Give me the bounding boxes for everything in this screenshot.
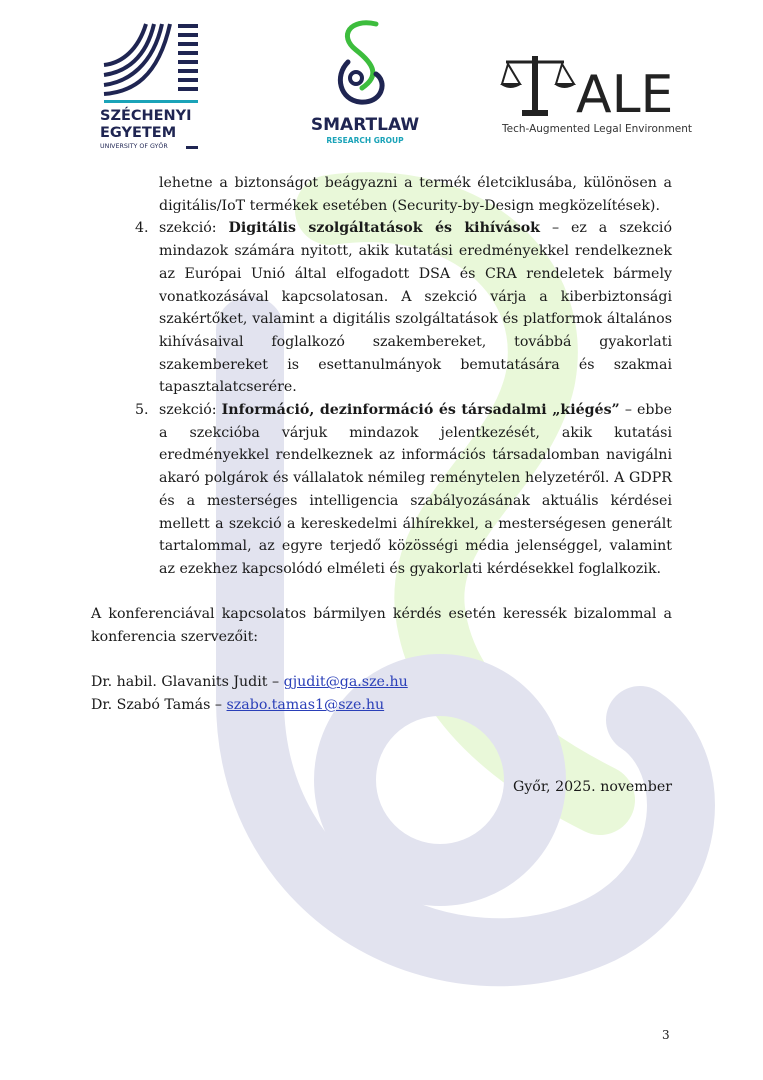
szechenyi-university-logo [98,20,208,152]
list-item-section-5 [91,399,672,581]
contact-name: Dr. habil. Glavanits Judit – [91,674,284,691]
contact-line-1 [91,671,672,694]
svg-text:UNIVERSITY OF GYŐR: UNIVERSITY OF GYŐR [100,143,168,150]
svg-text:EGYETEM: EGYETEM [100,125,177,141]
list-number: 5. [135,402,149,419]
svg-text:SMARTLAW: SMARTLAW [310,115,420,135]
section-title: Digitális szolgáltatások és kihívások [228,220,540,237]
section-prefix: szekció: [159,220,229,237]
svg-text:ALE: ALE [576,65,674,125]
svg-text:SZÉCHENYI: SZÉCHENYI [100,108,192,124]
list-item-continuation: lehetne a biztonságot beágyazni a termék életciklusába, különösen a digitális/IoT termékek esetében (Security-by-Design megközelítések). [159,175,672,214]
email-link-szabo[interactable]: szabo.tamas1@sze.hu [226,697,385,714]
document-body [91,172,672,813]
section-title: Információ, dezinformáció és társadalmi „kiégés” [221,402,620,419]
page-number: 3 [662,1028,670,1042]
list-item-section-4 [91,217,672,399]
svg-text:Tech-Augmented Legal Environme: Tech-Augmented Legal Environment [502,123,693,135]
section-prefix: szekció: [159,402,222,419]
email-link-glavanits[interactable]: gjudit@ga.sze.hu [283,674,408,691]
list-number: 4. [135,220,149,237]
smartlaw-logo [290,16,440,150]
tale-logo [500,48,700,138]
contact-intro: A konferenciával kapcsolatos bármilyen kérdés esetén keressék bizalommal a konferencia szervezőit: [91,606,672,646]
place-date: Győr, 2025. november [512,779,672,796]
page-header [0,0,763,160]
svg-text:RESEARCH GROUP: RESEARCH GROUP [326,136,404,145]
section-text: – ebbe a szekcióba várjuk mindazok jelentkezését, akik kutatási eredményekkel rendelkeznek az információs társadalomban navigálni akaró polgárok és vállalatok némileg reménytelen helyzetéről. A GDPR és a mesterséges intelligencia szabályozásának aktuális kérdései mellett a szekció a kereskedelmi álhírekkel, a mesterségesen generált tartalommal, az egyre terjedő közösségi média jelenséggel, valamint az ezekhez kapcsolódó elméleti és gyakorlati kérdésekkel foglalkozik. [159,402,672,577]
contact-line-2 [91,694,672,717]
section-text: – ez a szekció mindazok számára nyitott, akik kutatási eredményekkel rendelkeznek az Európai Unió által elfogadott DSA és CRA rendeletek bármely vonatkozásával kapcsolatosan. A szekció várja a kiberbiztonsági szakértőket, valamint a digitális szolgáltatások és platformok általános kihívásaival foglalkozó szakembereket, továbbá gyakorlati szakembereket is esettanulmányok bemutatására és szakmai tapasztalatcserére. [159,220,672,396]
contact-name: Dr. Szabó Tamás – [91,697,227,714]
